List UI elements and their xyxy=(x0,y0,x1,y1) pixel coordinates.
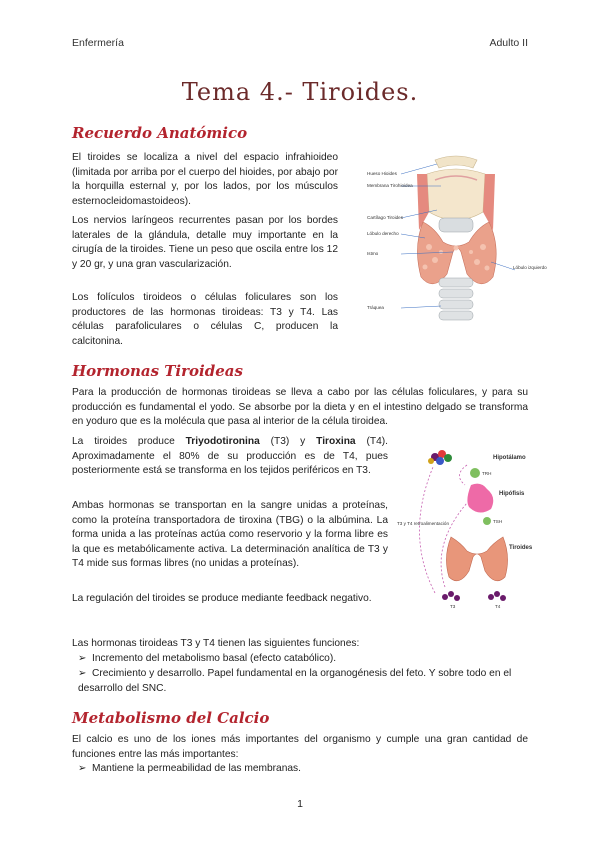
list-item: ➢ Incremento del metabolismo basal (efecto catabólico). xyxy=(78,652,538,667)
fig1-label-hyoid: Hueso Hioides xyxy=(367,171,397,176)
header-left: Enfermería xyxy=(72,37,124,49)
fig1-label-left-lobe: Lóbulo izquierdo xyxy=(513,265,547,270)
heading-hormonas-tiroideas: Hormonas Tiroideas xyxy=(72,362,243,380)
bullet-arrow-icon: ➢ xyxy=(78,763,87,774)
fig2-label-t3: T3 xyxy=(450,604,456,609)
fig1-label-cartilage: Cartílago Tiroides xyxy=(367,215,404,220)
fig2-label-tsh: TSH xyxy=(493,519,503,524)
fig1-label-right-lobe: Lóbulo derecho xyxy=(367,231,399,236)
list-item: ➢ Crecimiento y desarrollo. Papel fundamental en la organogénesis del feto. Y sobre todo en el desarrollo del SNC. xyxy=(78,668,512,694)
fig1-label-trachea: Tráquea xyxy=(367,305,384,310)
heading-recuerdo-anatomico: Recuerdo Anatómico xyxy=(72,124,248,142)
thyroid-gland-icon xyxy=(446,537,507,581)
header-right: Adulto II xyxy=(489,37,528,49)
paragraph-anatomico-3: Los folículos tiroideos o células foliculares son los productores de las hormonas tiroideas: T3 y T4. Las células parafoliculares o células C, producen la calcitonina. xyxy=(72,292,338,347)
paragraph-hormonas-1: Para la producción de hormonas tiroideas se lleva a cabo por las células foliculares, y para su producción es fundamental el yodo. Se absorbe por la dieta y en el intestino delgado se transforma en yoduro que es la molécula que pasa al interior de la célula tiroidea. xyxy=(72,387,528,427)
bullet-arrow-icon: ➢ xyxy=(78,653,87,664)
list-item: ➢ Mantiene la permeabilidad de las membranas. xyxy=(78,762,538,777)
fig2-label-thyroid: Tiroides xyxy=(509,545,533,551)
paragraph-hormonas-2: La tiroides produce Triyodotironina (T3) y Tiroxina (T4). Aproximadamente el 80% de su producción es de T4, pues posteriormente está se transforma en los tejidos periféricos en T3. xyxy=(72,436,388,476)
fig2-label-trh: TRH xyxy=(482,471,492,476)
paragraph-hormonas-3: Ambas hormonas se transportan en la sangre unidas a proteínas, como la proteína transportadora de tiroxina (TBG) o la albúmina. La forma unida a las proteínas actúa como reservorio y la forma libre es la que es metabólicamente activa. La determinación analítica de T3 y T4 mide sus formas libres (no unidas a proteínas). xyxy=(72,500,388,569)
fig2-label-t4: T4 xyxy=(495,604,501,609)
paragraph-calcio-1: El calcio es uno de los iones más importantes del organismo y cumple una gran cantidad de funciones entre las más importantes: xyxy=(72,734,528,760)
paragraph-hormonas-4: La regulación del tiroides se produce mediante feedback negativo. xyxy=(72,593,372,604)
page-title: Tema 4.- Tiroides. xyxy=(181,78,419,106)
fig2-label-hypothalamus: Hipotálamo xyxy=(493,455,526,461)
fig1-label-isthmus: Istmo xyxy=(367,251,379,256)
bullet-arrow-icon: ➢ xyxy=(78,668,87,679)
pituitary-icon xyxy=(467,484,493,513)
paragraph-anatomico-2: Los nervios laríngeos recurrentes pasan por los bordes laterales de la glándula, detalle muy importante en la cirugía de la tiroides. Tiene un peso que oscila entre los 12 y 20 gr, y una gran vascularización. xyxy=(72,215,338,270)
term-tiroxina: Tiroxina xyxy=(316,436,356,447)
thyroid-feedback-figure xyxy=(395,445,555,610)
fig2-label-pituitary: Hipófisis xyxy=(499,491,525,497)
paragraph-hormonas-5: Las hormonas tiroideas T3 y T4 tienen las siguientes funciones: xyxy=(72,638,360,649)
page-number: 1 xyxy=(297,798,303,810)
fig1-label-membrane: Membrana Tirohioidea xyxy=(367,183,413,188)
term-triyodotironina: Triyodotironina xyxy=(185,436,260,447)
thyroid-anatomy-figure xyxy=(365,152,547,342)
paragraph-anatomico-1: El tiroides se localiza a nivel del espacio infrahioideo (limitada por arriba por el cuerpo del hioides, por abajo por la horquilla esternal y, por los lados, por los músculos esternocleidomastoideos). xyxy=(72,152,338,207)
fig2-label-feedback: T3 y T4 retroalimentación xyxy=(397,521,450,526)
heading-metabolismo-calcio: Metabolismo del Calcio xyxy=(72,709,270,727)
hypothalamus-icon xyxy=(428,450,452,465)
